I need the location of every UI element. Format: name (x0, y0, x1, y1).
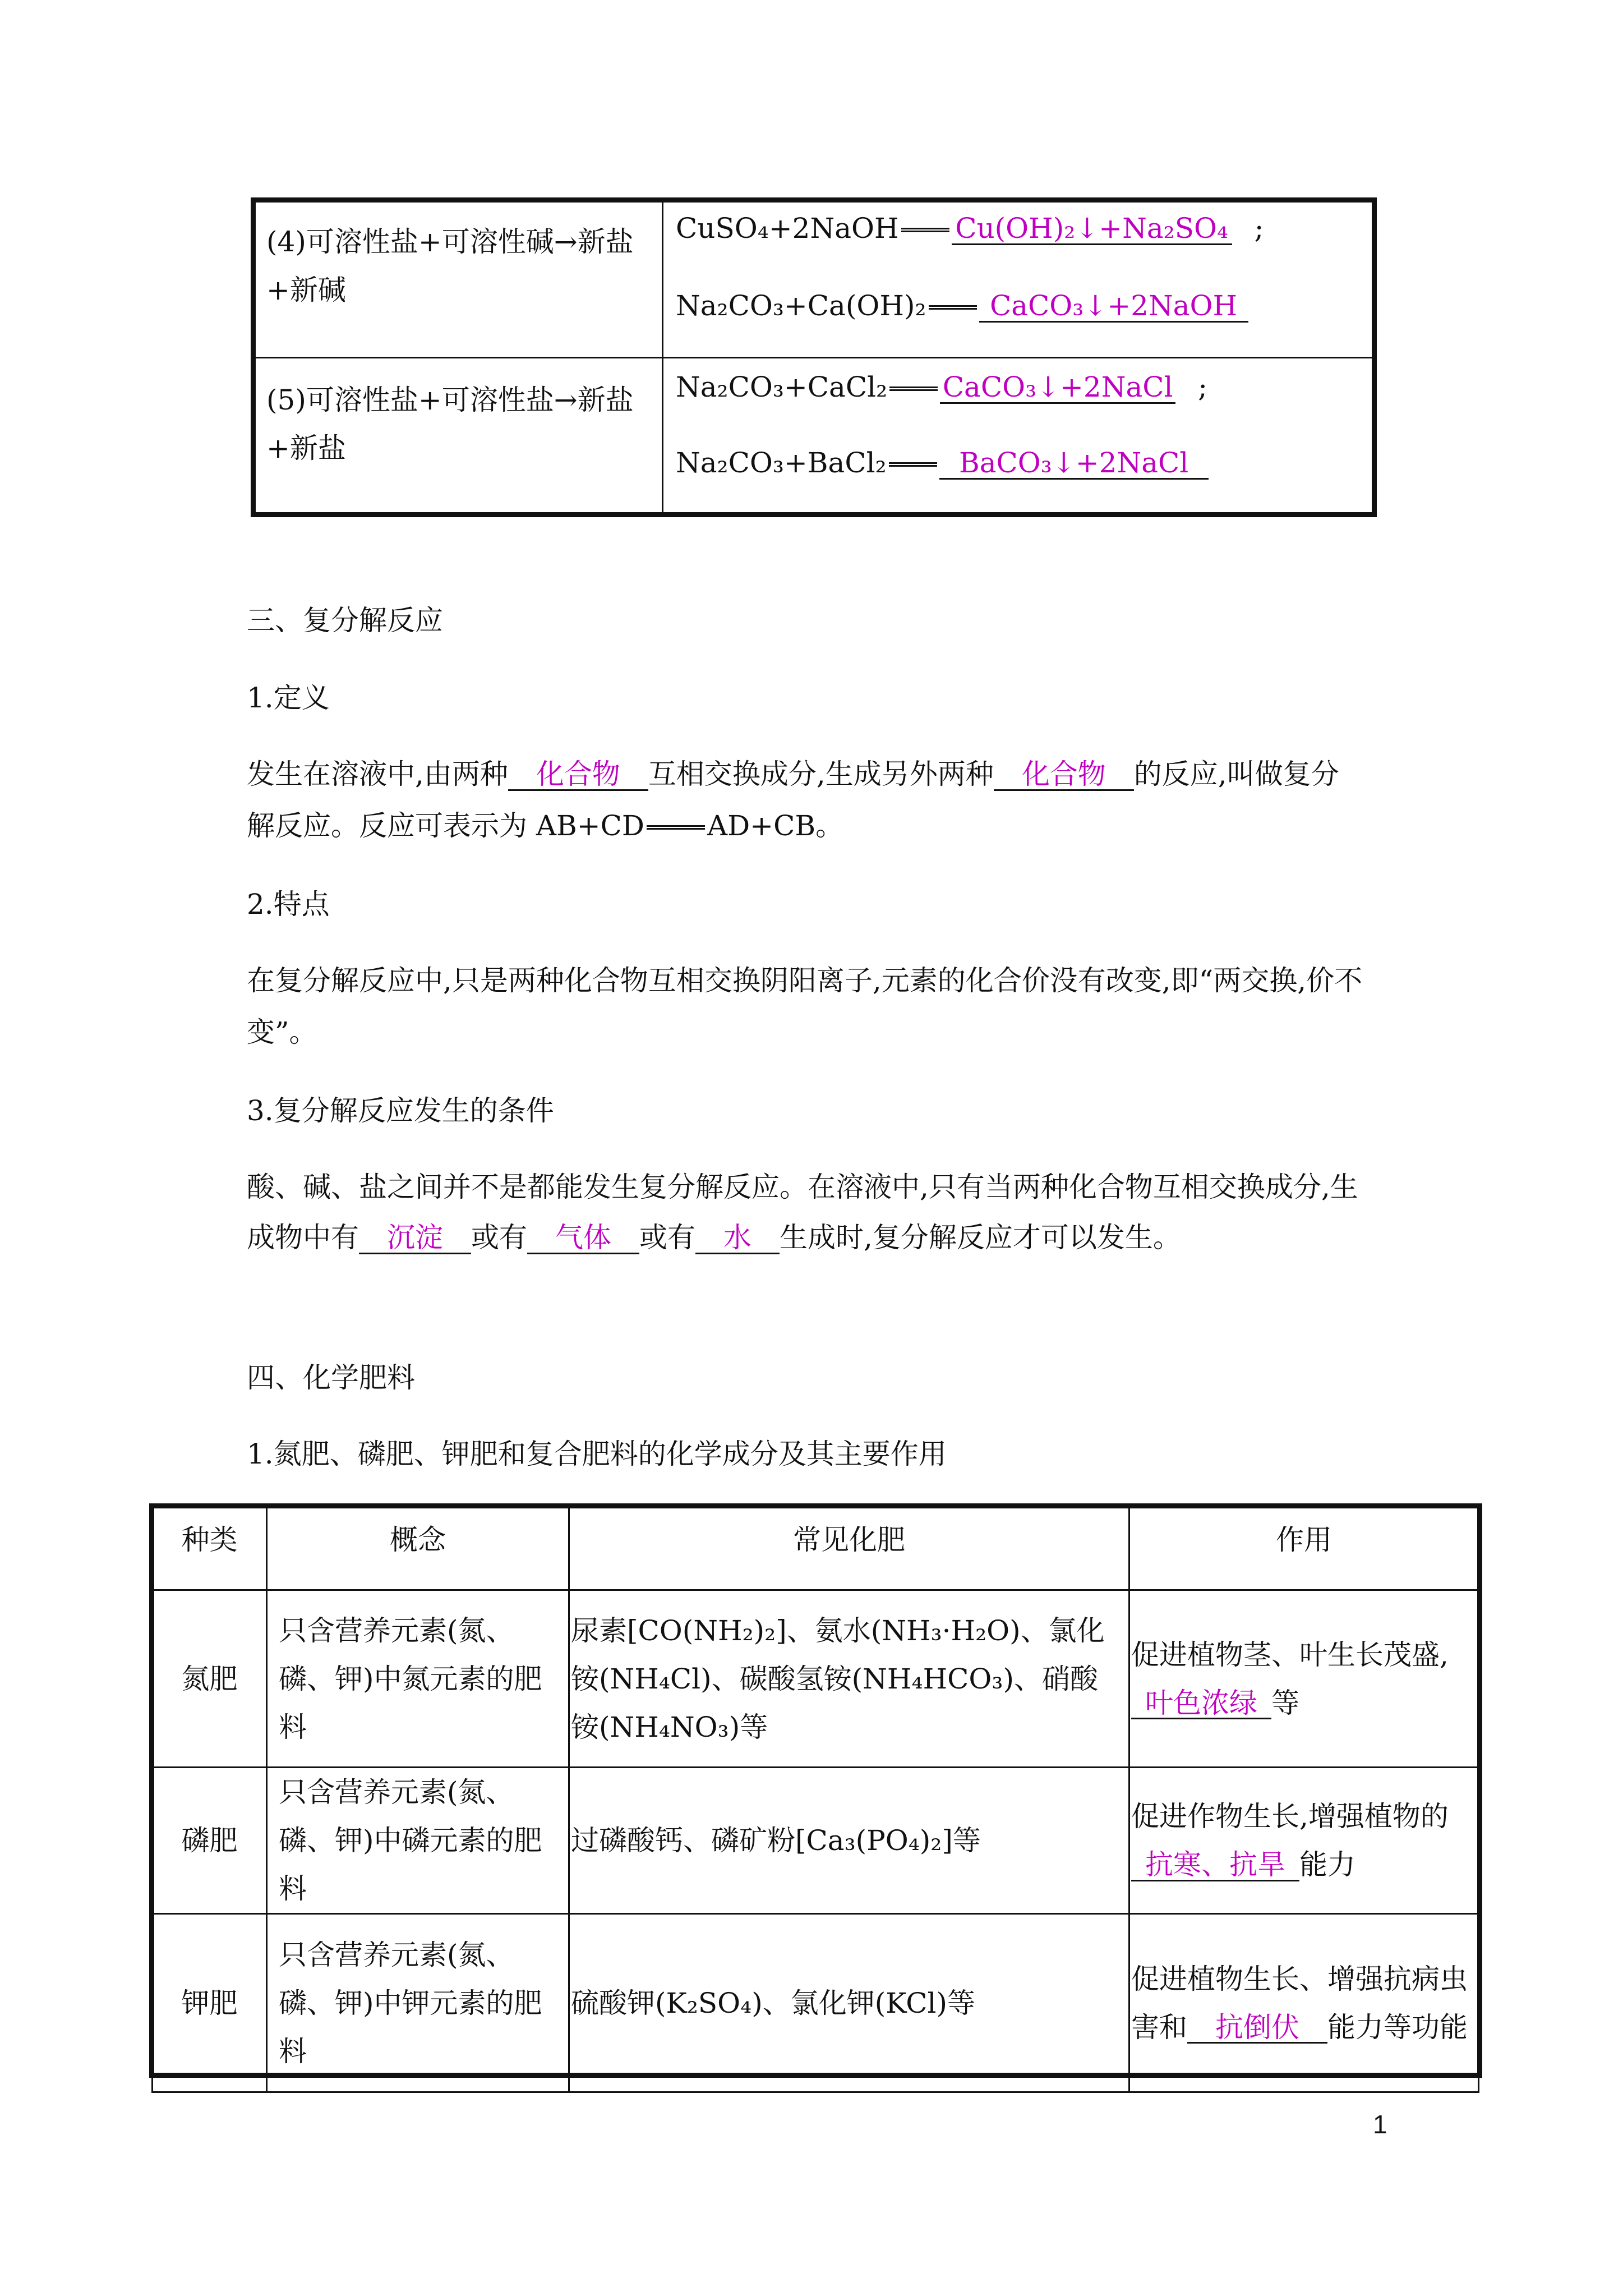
page-number: 1 (1373, 2110, 1387, 2139)
subsection-title: 1.定义 (247, 682, 330, 714)
fertilizer-concept: 只含营养元素(氮、磷、钾)中钾元素的肥料 (267, 1914, 569, 2092)
answer-blank: 叶色浓绿 (1131, 1688, 1271, 1720)
fertilizer-examples: 过磷酸钙、磷矿粉[Ca₃(PO₄)₂]等 (569, 1768, 1129, 1914)
feature-text: 在复分解反应中,只是两种化合物互相交换阴阳离子,元素的化合价没有改变,即“两交换,价不变”。 (247, 964, 1363, 1048)
table-row (153, 1914, 1479, 2092)
answer-blank: 化合物 (508, 760, 648, 791)
section-title: 四、化学肥料 (247, 1361, 415, 1394)
definition-line-1: 发生在溶液中,由两种 化合物 互相交换成分,生成另外两种 化合物 的反应,叫做复分 (247, 758, 1339, 790)
reaction-row-label: (4)可溶性盐+可溶性碱→新盐+新碱 (266, 226, 634, 306)
table-row (153, 1768, 1479, 1914)
answer-blank: 水 (695, 1223, 780, 1254)
fertilizer-effect: 促进作物生长,增强植物的抗寒、抗旱 能力 (1129, 1768, 1479, 1914)
answer-blank: 抗寒、抗旱 (1131, 1850, 1299, 1881)
fertilizer-kind: 钾肥 (153, 1914, 267, 2092)
subsection-title: 1.氮肥、磷肥、钾肥和复合肥料的化学成分及其主要作用 (247, 1438, 947, 1470)
fertilizer-table (151, 1506, 1479, 2093)
condition-line-1: 酸、碱、盐之间并不是都能发生复分解反应。在溶液中,只有当两种化合物互相交换成分,生 (247, 1171, 1358, 1203)
condition-line-2: 成物中有 沉淀 或有 气体 或有 水 生成时,复分解反应才可以发生。 (247, 1221, 1181, 1254)
equation-left: CuSO₄+2NaOH (676, 212, 899, 245)
table-header-row (153, 1507, 1479, 1590)
reaction-row-label: (5)可溶性盐+可溶性盐→新盐+新盐 (266, 384, 634, 464)
answer-blank: 气体 (527, 1223, 639, 1254)
answer-blank: Cu(OH)₂↓+Na₂SO₄ (952, 214, 1232, 245)
equals-sign (889, 386, 938, 391)
fertilizer-examples: 硫酸钾(K₂SO₄)、氯化钾(KCl)等 (569, 1914, 1129, 2092)
reaction-equation (676, 286, 1248, 325)
header-cell: 作用 (1129, 1507, 1479, 1590)
header-cell: 种类 (153, 1507, 267, 1590)
equation-left: Na₂CO₃+Ca(OH)₂ (676, 289, 926, 322)
fertilizer-concept: 只含营养元素(氮、磷、钾)中氮元素的肥料 (267, 1590, 569, 1768)
table-row (153, 1590, 1479, 1768)
equation-end: ; (1254, 212, 1264, 245)
fertilizer-effect: 促进植物生长、增强抗病虫害和 抗倒伏 能力等功能 (1129, 1914, 1479, 2092)
fertilizer-effect: 促进植物茎、叶生长茂盛,叶色浓绿 等 (1129, 1590, 1479, 1768)
reaction-equation (676, 209, 1264, 248)
reaction-equation (676, 367, 1207, 407)
equals-sign (929, 305, 977, 310)
equation-left: Na₂CO₃+BaCl₂ (676, 447, 887, 479)
answer-blank: CaCO₃↓+2NaCl (940, 372, 1175, 404)
answer-blank: 沉淀 (359, 1223, 471, 1254)
fertilizer-kind: 氮肥 (153, 1590, 267, 1768)
fertilizer-concept: 只含营养元素(氮、磷、钾)中磷元素的肥料 (267, 1768, 569, 1914)
equals-sign (647, 825, 705, 830)
answer-blank: 化合物 (994, 760, 1134, 791)
equals-sign (901, 228, 949, 232)
fertilizer-examples: 尿素[CO(NH₂)₂]、氨水(NH₃·H₂O)、氯化铵(NH₄Cl)、碳酸氢铵(NH₄HCO₃)、硝酸铵(NH₄NO₃)等 (569, 1590, 1129, 1768)
section-title: 三、复分解反应 (247, 604, 443, 637)
reaction-equation (676, 443, 1209, 482)
header-cell: 概念 (267, 1507, 569, 1590)
equals-sign (889, 462, 937, 467)
subsection-title: 3.复分解反应发生的条件 (247, 1094, 554, 1127)
subsection-title: 2.特点 (247, 888, 330, 921)
fertilizer-kind: 磷肥 (153, 1768, 267, 1914)
answer-blank: BaCO₃↓+2NaCl (939, 448, 1209, 480)
reaction-table-divider-h (251, 357, 1377, 358)
header-cell: 常见化肥 (569, 1507, 1129, 1590)
answer-blank: CaCO₃↓+2NaOH (979, 291, 1248, 323)
definition-line-2: 解反应。反应可表示为 AB+CD AD+CB。 (247, 809, 844, 842)
answer-blank: 抗倒伏 (1187, 2013, 1327, 2044)
equation-left: Na₂CO₃+CaCl₂ (676, 371, 888, 403)
equation-end: ; (1198, 371, 1208, 403)
